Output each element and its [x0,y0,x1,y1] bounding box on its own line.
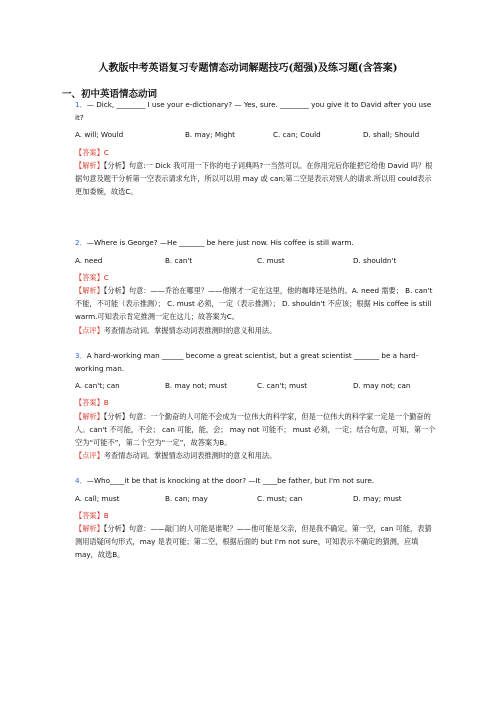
option-a: A. call; must [75,493,120,503]
option-c: C. can; Could [273,130,321,140]
answer-line [75,146,437,159]
analysis-body: 【分析】句意：一个勤奋的人可能不会成为一位伟大的科学家，但是一位伟大的科学家一定是一个勤奋的人。can't 不可能，不会； can 可能，能，会； may not 可能不； must 必须，一定；结合句意，可知，第一个空为“可能不”，第二个空为“一定”，故答案为B。 [75,411,436,448]
question-text: —Where is George? —He _______ be here just now. His coffee is still warm. [86,238,354,248]
options-row [75,492,437,505]
answer-tag: 【答案】 [75,147,104,157]
question-number: 1． [75,100,87,109]
answer-value: C [103,272,109,282]
tip-body: 考查情态动词。掌握情态动词表推测时的意义和用法。 [103,451,277,461]
analysis-body: 【分析】句意：——敲门的人可能是谁呢？——他可能是父亲，但是我不确定。第一空，can 可能，表猜测用语疑问句形式，may 是表可能；第二空，根据后面的 but I'm not sure，可知表示不确定的猜测，应填 may，故选B。 [75,524,432,560]
analysis-text [75,159,437,199]
analysis-tag: 【解析】 [75,411,104,421]
answer-line [75,509,437,522]
option-b: B. can't [165,255,193,265]
tip-text [75,449,437,462]
option-c: C. must [257,255,285,265]
option-b: B. may not; must [165,381,228,391]
option-d: D. may; must [353,493,402,503]
tip-text [75,324,437,337]
question-number: 3． [75,350,87,360]
answer-line [75,271,437,284]
question-text: — Dick, ________ I use your e-dictionary? — Yes, sure. ________ you give it to David after you use it? [75,100,432,123]
tip-tag: 【点评】 [75,325,104,335]
options-row [75,379,437,392]
document-title: 人教版中考英语复习专题情态动词解题技巧(超强)及练习题(含答案) [98,63,398,74]
analysis-body: 【分析】句意:一 Dick 我可用一下你的电子词典吗?一当然可以。在你用完后你能把它给他 David 吗？根据句意及题干分析第一空表示请求允许，所以可以用 may 或 can;第二空是表示对别人的请求.所以用 could表示更加委婉，故选C。 [75,160,433,197]
question-stem [75,349,437,375]
option-a: A. will; Would [75,130,124,140]
question-block [75,474,437,561]
answer-value: B [103,510,109,520]
answer-value: B [103,398,109,408]
analysis-text [75,284,437,324]
answer-tag: 【答案】 [75,272,104,282]
question-block [75,236,437,336]
analysis-text [75,522,437,562]
section-heading: 一、初中英语情态动词 [62,89,158,100]
answer-value: C [103,147,109,157]
tip-body: 考查情态动词。掌握情态动词表推测时的意义和用法。 [103,325,277,335]
option-a: A. can't; can [75,381,120,391]
option-d: D. shall; Should [363,130,420,140]
options-row [75,128,437,141]
question-text: A hard-working man ______ become a great scientist, but a great scientist _______ be a hard-working man. [75,350,419,374]
answer-tag: 【答案】 [75,510,104,520]
analysis-tag: 【解析】 [75,286,104,296]
question-number: 2． [75,238,87,248]
question-stem [75,474,437,487]
question-block [75,349,437,463]
analysis-body: 【分析】句意：——乔治在哪里？——他刚才一定在这里，他的咖啡还是热的。A. need 需要； B. can't 不能，不可能（表示推测）； C. must 必须，一定（表示推测）； D. shouldn't 不应该；根据 His coffee is still warm.可知表示肯定推测一定在这儿；故答案为C。 [75,286,433,322]
analysis-tag: 【解析】 [75,160,104,170]
option-d: D. may not; can [353,381,411,391]
option-d: D. shouldn't [353,255,397,265]
option-b: B. can; may [165,493,208,503]
option-b: B. may; Might [185,130,236,140]
question-list [75,98,437,562]
option-c: C. can't; must [257,381,308,391]
tip-tag: 【点评】 [75,451,104,461]
question-text: —Who____it be that is knocking at the door? —It ____be father, but I'm not sure. [86,476,375,486]
question-stem [75,98,437,124]
analysis-text [75,410,437,450]
analysis-tag: 【解析】 [75,524,104,534]
question-block [75,98,437,198]
question-stem [75,236,437,249]
answer-line [75,396,437,409]
question-number: 4． [75,476,87,486]
options-row [75,254,437,267]
option-c: C. must; can [257,493,303,503]
answer-tag: 【答案】 [75,398,104,408]
option-a: A. need [75,255,103,265]
